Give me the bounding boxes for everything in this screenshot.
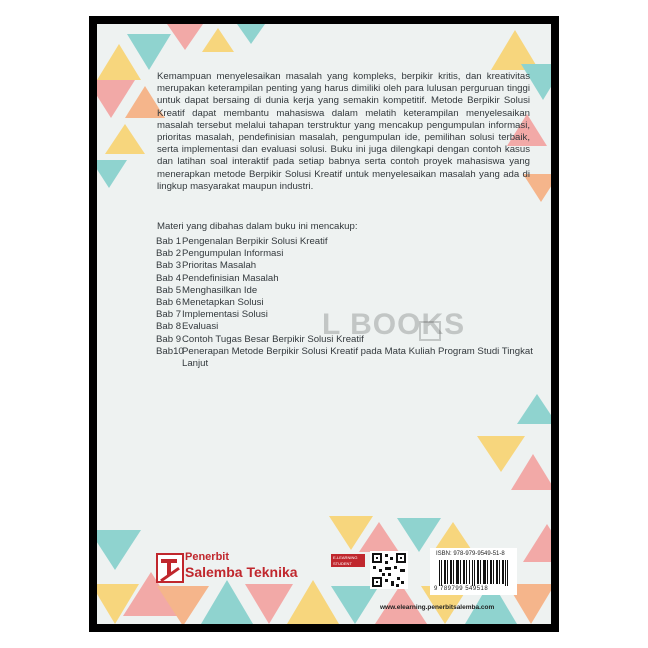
toc-intro: Materi yang dibahas dalam buku ini mencakup: bbox=[157, 221, 358, 232]
chapter-title: Contoh Tugas Besar Berpikir Solusi Kreatif bbox=[182, 333, 364, 345]
chapter-title: Pendefinisian Masalah bbox=[182, 272, 279, 284]
chapter-item bbox=[156, 285, 546, 297]
publisher-logo-icon bbox=[156, 553, 184, 583]
barcode-icon bbox=[439, 560, 509, 586]
chapter-title: Penerapan Metode Berpikir Solusi Kreatif pada Mata Kuliah Program Studi Tingkat Lanjut bbox=[182, 345, 533, 370]
chapter-title: Menetapkan Solusi bbox=[182, 297, 264, 309]
chapter-item bbox=[156, 248, 546, 260]
isbn-label: ISBN: 978-979-9549-51-8 bbox=[436, 551, 505, 557]
chapter-number: Bab 3 bbox=[156, 260, 182, 272]
chapter-title: Pengenalan Berpikir Solusi Kreatif bbox=[182, 236, 328, 247]
decor-triangle bbox=[359, 522, 399, 552]
chapter-number: Bab 6 bbox=[156, 297, 182, 309]
chapter-number: Bab 4 bbox=[156, 272, 182, 284]
decor-triangle bbox=[331, 586, 379, 624]
chapter-item bbox=[156, 236, 546, 248]
back-cover bbox=[97, 24, 551, 624]
watermark-mark bbox=[419, 321, 441, 341]
decor-triangle bbox=[237, 24, 265, 44]
chapter-number: Bab 8 bbox=[156, 321, 182, 333]
watermark-text: L BOOKS bbox=[322, 308, 466, 341]
decor-triangle bbox=[127, 34, 171, 70]
decor-triangle bbox=[245, 584, 293, 624]
chapter-number: Bab 5 bbox=[156, 284, 182, 296]
isbn-barcode-block bbox=[430, 548, 517, 595]
decor-triangle bbox=[202, 28, 234, 52]
chapter-item bbox=[156, 260, 546, 272]
decor-triangle bbox=[167, 24, 203, 50]
chapter-number: Bab 1 bbox=[156, 236, 182, 247]
chapter-title: Menghasilkan Ide bbox=[182, 284, 258, 296]
publisher-name: Salemba Teknika bbox=[185, 564, 298, 580]
chapter-number: Bab 7 bbox=[156, 309, 182, 321]
decor-triangle bbox=[517, 394, 551, 424]
chapter-title: Implementasi Solusi bbox=[182, 309, 268, 321]
decor-triangle bbox=[97, 530, 141, 570]
website-url: www.elearning.penerbitsalemba.com bbox=[380, 604, 495, 611]
chapter-title: Evaluasi bbox=[182, 321, 219, 333]
isbn-digits: 9 789799 549518 bbox=[434, 586, 489, 592]
decor-triangle bbox=[523, 524, 551, 562]
decor-triangle bbox=[105, 124, 145, 154]
chapter-number: Bab 9 bbox=[156, 333, 182, 345]
elearning-badge: E-LEARNING STUDENT bbox=[331, 554, 365, 567]
decor-triangle bbox=[511, 454, 551, 490]
chapter-title: Prioritas Masalah bbox=[182, 260, 257, 272]
chapter-number: Bab 2 bbox=[156, 248, 182, 260]
decor-triangle bbox=[97, 584, 139, 624]
decor-triangle bbox=[97, 160, 127, 188]
chapter-title: Pengumpulan Informasi bbox=[182, 248, 284, 260]
chapter-list bbox=[156, 236, 546, 370]
chapter-item bbox=[156, 273, 546, 285]
book-back-cover-frame bbox=[89, 16, 559, 632]
chapter-number: Bab10 bbox=[156, 345, 184, 357]
qr-code-icon bbox=[370, 551, 408, 589]
chapter-item bbox=[156, 346, 546, 370]
publisher-label: Penerbit bbox=[185, 551, 230, 563]
description-paragraph: Kemampuan menyelesaikan masalah yang kompleks, berpikir kritis, dan kreativitas merupakan keterampilan penting yang harus dimiliki oleh para lulusan perguruan tinggi untuk dapat bersaing di dunia kerja yang semakin kompetitif. Metode Berpikir Solusi Kreatif dapat membantu mahasiswa dalam melatih keterampilan menyelesaikan masalah tersebut melalui tahapan terstruktur yang mencakup pengumpulan informasi, prioritas masalah, pendefinisian masalah, pengumpulan ide, pemilihan solusi terbaik, serta implementasi dan evaluasi solusi. Buku ini juga dilengkapi dengan contoh kasus dan latihan soal interaktif pada setiap babnya serta contoh proyek mahasiswa yang menerapkan metode Berpikir Solusi Kreatif untuk menyelesaikan masalah yang ada di lingkup masyarakat maupun industri. bbox=[157, 71, 530, 192]
